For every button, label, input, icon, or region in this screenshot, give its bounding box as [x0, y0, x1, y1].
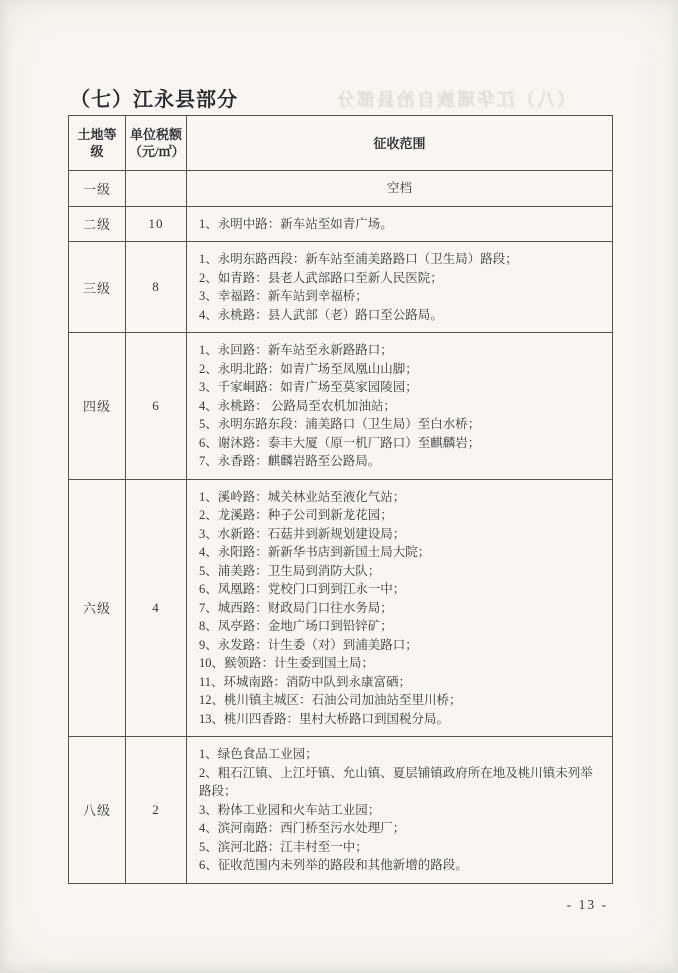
page-title: （七）江永县部分	[70, 89, 238, 111]
grade-cell: 二级	[69, 206, 126, 242]
table-row	[69, 479, 613, 737]
grade-cell: 八级	[69, 737, 126, 884]
scope-line: 1、永明东路西段：新车站至浦美路路口（卫生局）路段；	[199, 252, 518, 266]
scope-line: 1、溪岭路：城关林业站至液化气站；	[199, 489, 406, 504]
header-collection-scope: 征收范围	[187, 116, 613, 171]
unit-tax-cell: 8	[126, 242, 187, 333]
scope-cell	[187, 737, 613, 884]
scope-line: 5、滨河北路：江丰村至一中；	[199, 839, 368, 854]
land-tax-table	[68, 115, 613, 884]
scope-line: 1、永回路：新车站至永新路路口；	[199, 343, 393, 357]
scope-line: 3、粉体工业园和火车站工业园；	[199, 802, 381, 817]
table-row	[69, 206, 613, 242]
scope-cell	[187, 206, 613, 242]
scope-line: 7、城西路：财政局门口往水务局；	[199, 600, 393, 615]
header-row	[69, 116, 613, 171]
bleedthrough-text: （八）江华瑶族自治县部分	[335, 90, 575, 110]
scope-line: 4、永桃路：县人武部（老）路口至公路局。	[199, 307, 443, 322]
unit-tax-cell: 6	[126, 333, 187, 480]
header-unit-tax: 单位税额（元/㎡）	[126, 116, 187, 171]
scope-line: 4、永桃路： 公路局至农机加油站；	[199, 398, 396, 413]
scope-cell	[187, 242, 613, 333]
scope-line: 2、如青路：县老人武部路口至新人民医院；	[199, 270, 443, 285]
scope-line: 5、永明东路东段：浦美路口（卫生局）至白水桥；	[199, 417, 481, 431]
scope-line: 8、凤亭路：金地广场口到铅锌矿；	[199, 619, 393, 633]
scope-line: 4、永阳路：新新华书店到新国土局大院；	[199, 545, 431, 559]
grade-cell: 三级	[69, 242, 126, 333]
unit-tax-cell: 10	[126, 206, 187, 242]
scope-line: 3、水新路：石菇井到新规划建设局；	[199, 526, 406, 541]
table-header	[69, 116, 613, 171]
scope-line: 9、永发路：计生委（对）到浦美路口；	[199, 637, 418, 652]
scope-line: 2、粗石江镇、上江圩镇、允山镇、夏层铺镇政府所在地及桃川镇未列举路段；	[199, 765, 593, 798]
table-row	[69, 333, 613, 480]
scope-line: 2、龙溪路：种子公司到新龙花园；	[199, 508, 393, 522]
scope-line: 6、征收范围内未列举的路段和其他新增的路段。	[199, 858, 468, 872]
scope-line: 1、永明中路：新车站至如青广场。	[199, 216, 393, 231]
scope-cell	[187, 171, 613, 207]
scope-line: 3、幸福路：新车站到幸福桥；	[199, 289, 368, 303]
grade-cell: 四级	[69, 333, 126, 480]
scope-line: 6、谢沐路：泰丰大厦（原一机厂路口）至麒麟岩；	[199, 435, 481, 450]
scope-line: 空档	[386, 181, 412, 195]
scope-line: 12、桃川镇主城区：石油公司加油站至里川桥；	[199, 693, 462, 707]
scope-cell	[187, 479, 613, 737]
scope-line: 2、永明北路：如青广场至凤凰山山脚；	[199, 361, 418, 376]
header-land-grade: 土地等级	[69, 116, 126, 171]
page-number: - 13 -	[566, 897, 608, 912]
scope-line: 13、桃川四香路：里村大桥路口到国税分局。	[199, 711, 450, 726]
scope-line: 4、滨河南路：西门桥至污水处理厂；	[199, 821, 406, 835]
scope-line: 1、绿色食品工业园；	[199, 747, 318, 761]
tax-table-body	[69, 171, 613, 884]
table-row	[69, 171, 613, 207]
grade-cell: 六级	[69, 479, 126, 737]
scope-line: 6、凤凰路：党校门口到到江永一中；	[199, 582, 406, 596]
scope-line: 7、永香路：麒麟岩路至公路局。	[199, 454, 381, 468]
table-row	[69, 242, 613, 333]
unit-tax-cell: 2	[126, 737, 187, 884]
unit-tax-cell: 4	[126, 479, 187, 737]
scope-line: 11、环城南路：消防中队到永康富硒；	[199, 674, 412, 689]
table-row	[69, 737, 613, 884]
scope-cell	[187, 333, 613, 480]
scope-line: 5、浦美路：卫生局到消防大队；	[199, 563, 381, 578]
scope-line: 3、千家峒路：如青广场至莫家园陵园；	[199, 380, 418, 394]
grade-cell: 一级	[69, 171, 126, 207]
unit-tax-cell	[126, 171, 187, 207]
scope-line: 10、猴领路：计生委到国土局；	[199, 656, 375, 670]
